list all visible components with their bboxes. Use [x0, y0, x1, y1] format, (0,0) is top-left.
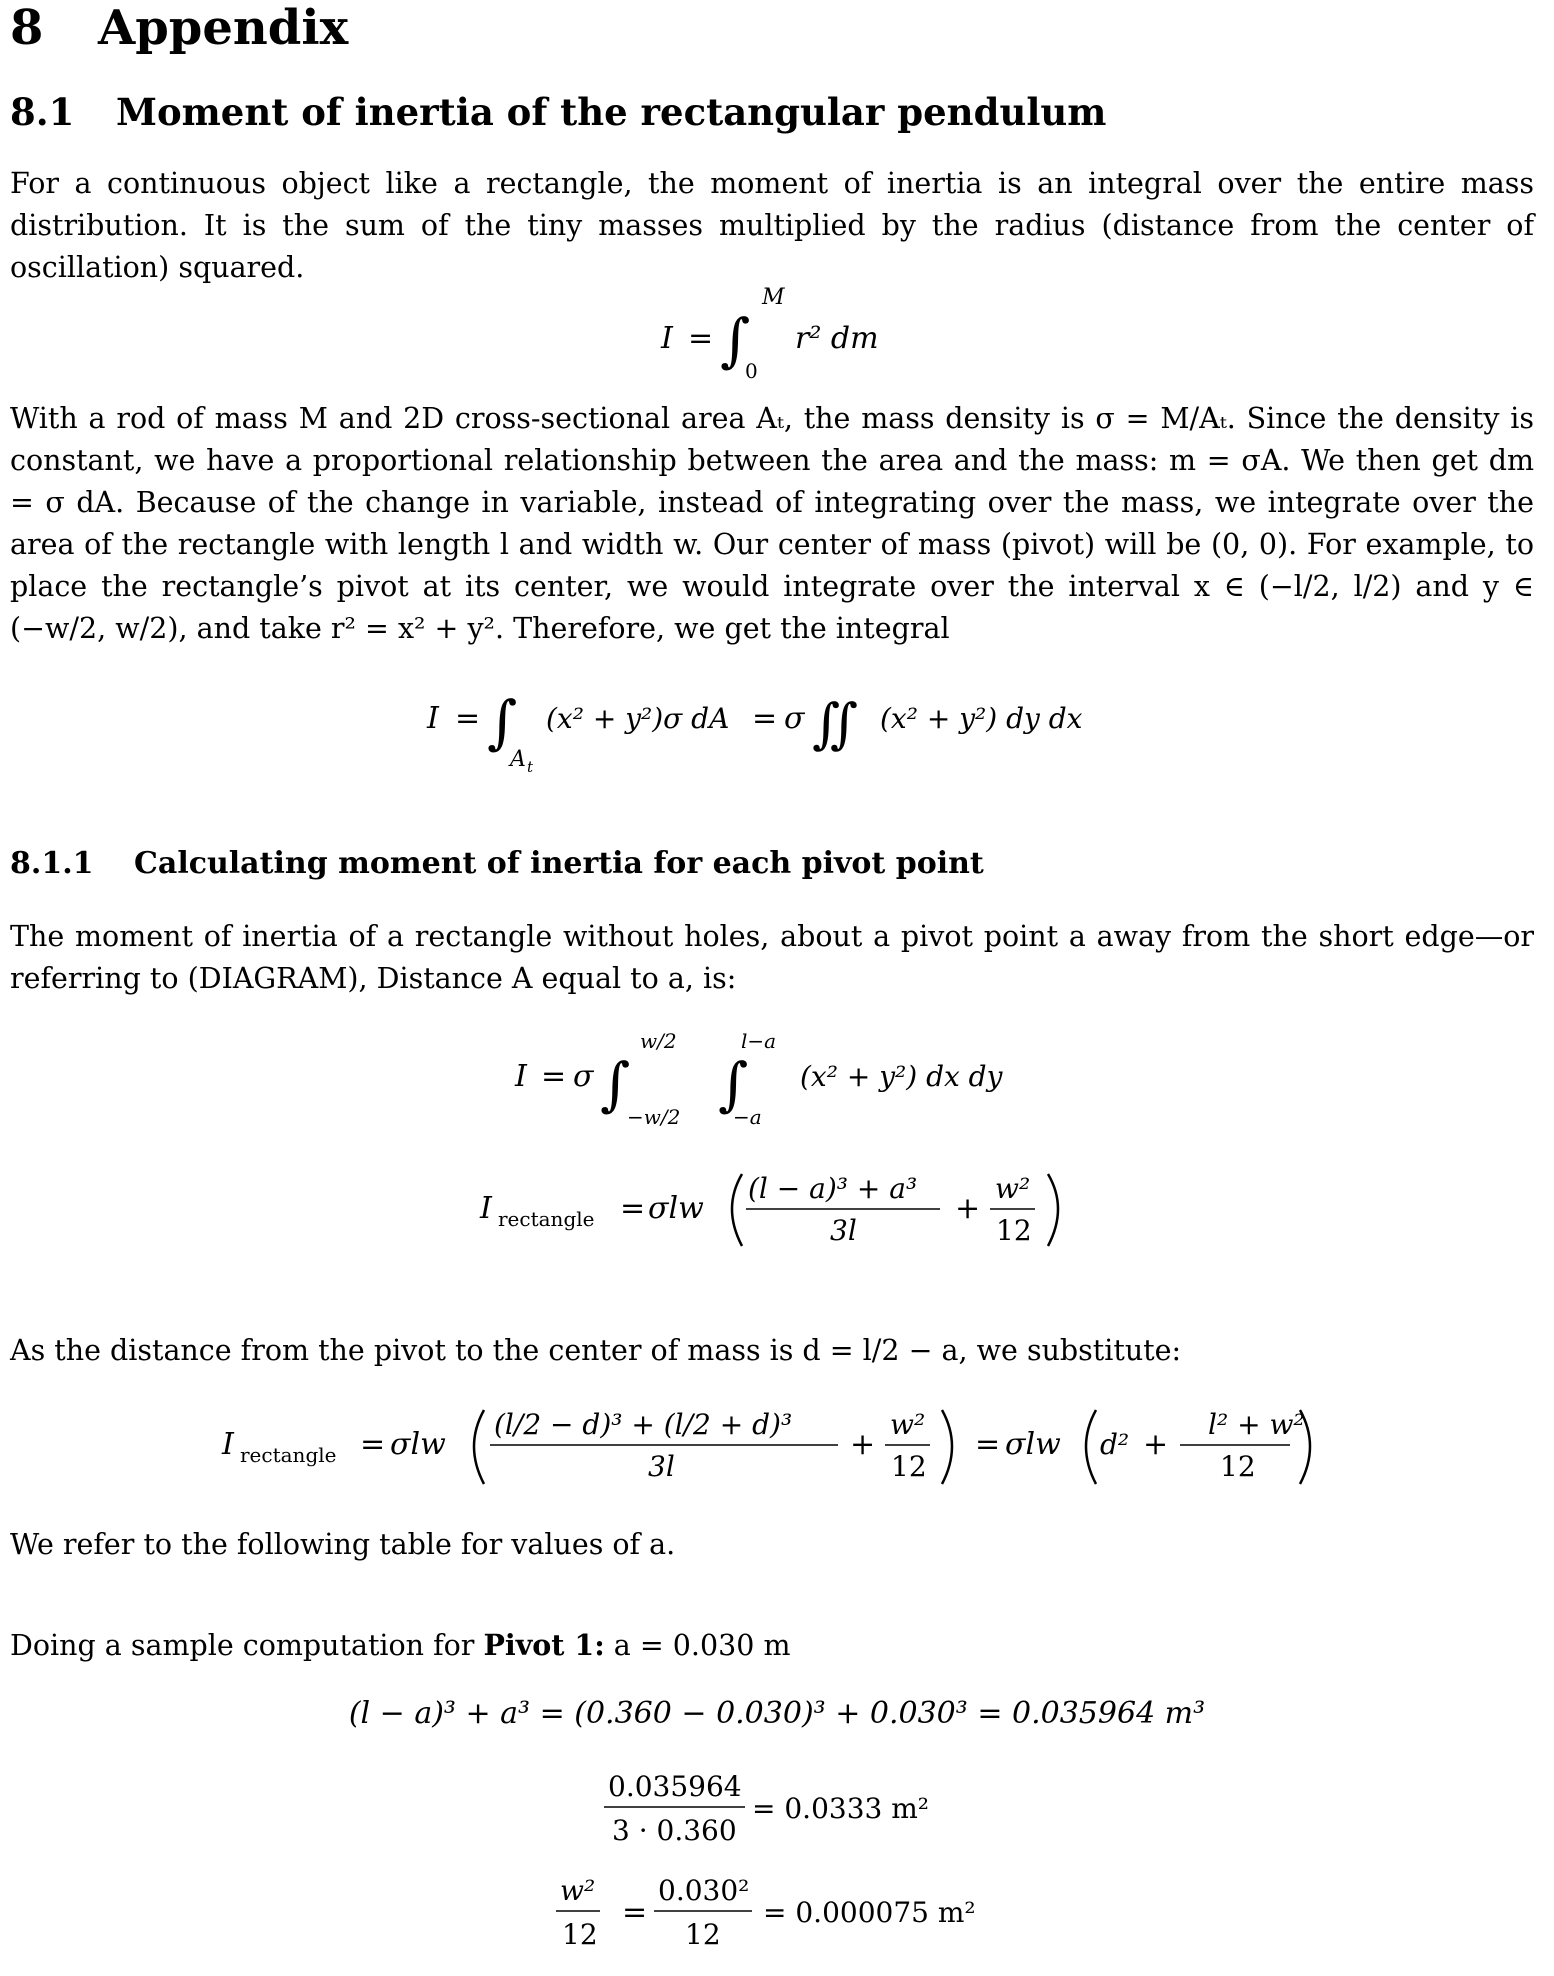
- eq2-integrand: (x² + y²)σ dA: [546, 702, 730, 735]
- eq5-d2: d²: [1100, 1428, 1130, 1461]
- paragraph-intro: [10, 163, 1534, 289]
- eq3-x-upper: l−a: [741, 1029, 777, 1053]
- eq5-equals: =: [360, 1427, 386, 1462]
- sample-pivot-label: Pivot 1:: [483, 1628, 605, 1662]
- eq3-integral-x: ∫: [718, 1050, 749, 1118]
- equation-rectangle-inertia: [0, 1160, 1554, 1260]
- eq4-equals: =: [620, 1191, 646, 1226]
- eq5-I: I: [222, 1427, 234, 1462]
- eq3-x-lower: −a: [733, 1105, 762, 1129]
- eq3-sigma: σ: [573, 1059, 594, 1094]
- eq7-denominator: 3 · 0.360: [612, 1814, 737, 1847]
- eq2-integral-sign: ∫: [487, 688, 518, 756]
- paragraph-density: [10, 398, 1534, 650]
- eq5-slw-2: σlw: [1005, 1427, 1061, 1462]
- section-title: Appendix: [98, 0, 349, 56]
- eq6-text: (l − a)³ + a³ = (0.360 − 0.030)³ + 0.030³ = 0.035964 m³: [348, 1696, 1206, 1731]
- eq5-subscript: rectangle: [240, 1443, 337, 1467]
- eq2-double-integral-sign: ∬: [812, 692, 858, 755]
- paragraph-pivot: [10, 916, 1534, 1000]
- eq2-equals: =: [455, 701, 481, 736]
- eq8-result: = 0.000075 m²: [763, 1896, 976, 1929]
- equation-moment-integral: [0, 278, 1554, 388]
- eq4-subscript: rectangle: [498, 1207, 595, 1231]
- eq3-equals: =: [541, 1059, 567, 1094]
- eq4-left-paren: [732, 1174, 742, 1246]
- eq5-numerator: (l/2 − d)³ + (l/2 + d)³: [494, 1408, 793, 1441]
- eq5-w2: w²: [890, 1408, 926, 1441]
- eq4-denominator: 3l: [830, 1214, 857, 1247]
- section-heading: [10, 0, 348, 56]
- subsubsection-heading: [10, 846, 984, 881]
- eq8-numerator: 0.030²: [658, 1874, 750, 1907]
- paragraph-table-ref: [10, 1524, 1534, 1566]
- eq4-w2: w²: [995, 1172, 1031, 1205]
- eq8-equals: =: [622, 1895, 648, 1930]
- subsection-number: 8.1: [10, 90, 75, 134]
- eq1-I: I: [661, 321, 673, 356]
- paragraph-sample-line: [10, 1624, 1534, 1667]
- eq5-twelve-2: 12: [1220, 1450, 1256, 1483]
- equation-sample-width-term: [0, 1864, 1554, 1964]
- eq5-left-paren-2: [1086, 1410, 1096, 1484]
- eq3-I: I: [515, 1059, 527, 1094]
- eq1-equals: =: [688, 321, 714, 356]
- eq4-right-paren: [1048, 1174, 1058, 1246]
- eq4-I: I: [480, 1191, 492, 1226]
- eq5-twelve: 12: [891, 1450, 927, 1483]
- eq4-numerator: (l − a)³ + a³: [748, 1172, 918, 1205]
- eq2-lower-limit-A: A: [510, 747, 526, 772]
- eq8-w2: w²: [560, 1874, 596, 1907]
- paragraph-substitute: [10, 1330, 1534, 1372]
- eq3-integrand: (x² + y²) dx dy: [800, 1060, 1003, 1093]
- paragraph-substitute-text: As the distance from the pivot to the center of mass is d = l/2 − a, we substitute:: [10, 1334, 1182, 1367]
- eq4-plus: +: [955, 1191, 981, 1226]
- eq3-integral-y: ∫: [600, 1050, 631, 1118]
- equation-rectangle-substituted: [0, 1392, 1554, 1502]
- eq5-denominator: 3l: [648, 1450, 675, 1483]
- eq2-lower-limit-t: t: [527, 758, 534, 776]
- eq4-twelve: 12: [996, 1214, 1032, 1247]
- equation-sample-cube: [0, 1694, 1554, 1734]
- eq7-result: = 0.0333 m²: [752, 1792, 930, 1825]
- equation-area-integral: [0, 680, 1554, 780]
- subsection-heading: [10, 90, 1106, 134]
- sample-prefix: Doing a sample computation for: [10, 1629, 484, 1662]
- eq8-twelve-2: 12: [685, 1918, 721, 1951]
- paragraph-intro-text: For a continuous object like a rectangle, the moment of inertia is an integral over the entire mass distribution. It is the sum of the tiny masses multiplied by the radius (distance from the center of oscillation) squared.: [10, 167, 1534, 284]
- eq1-upper-limit: M: [762, 285, 785, 310]
- eq2-equals-2: =: [752, 701, 778, 736]
- sample-suffix: a = 0.030 m: [604, 1629, 791, 1662]
- eq3-y-lower: −w/2: [627, 1105, 681, 1129]
- subsubsection-number: 8.1.1: [10, 846, 94, 881]
- paragraph-pivot-text: The moment of inertia of a rectangle without holes, about a pivot point a away from the short edge—or referring to (DIAGRAM), Distance A equal to a, is:: [10, 920, 1534, 995]
- eq3-y-upper: w/2: [640, 1029, 677, 1053]
- eq1-lower-limit: 0: [745, 359, 758, 383]
- eq8-twelve: 12: [562, 1918, 598, 1951]
- eq5-plus: +: [850, 1427, 876, 1462]
- equation-sample-division: [0, 1762, 1554, 1852]
- eq5-equals-2: =: [975, 1427, 1001, 1462]
- eq1-integral-sign: ∫: [720, 306, 751, 374]
- paragraph-density-text: With a rod of mass M and 2D cross-sectional area Aₜ, the mass density is σ = M/Aₜ. Since the density is constant, we have a proportional relationship between the area and the mass: m = σA. We then get dm = σ dA. Because of the change in variable, instead of integrating over the mass, we integrate over the area of the rectangle with length l and width w. Our center of mass (pivot) will be (0, 0). For example, to place the rectangle’s pivot at its center, we would integrate over the interval x ∈ (−l/2, l/2) and y ∈ (−w/2, w/2), and take r² = x² + y². Therefore, we get the integral: [10, 402, 1534, 645]
- paragraph-table-ref-text: We refer to the following table for values of a.: [10, 1528, 676, 1561]
- equation-double-integral: [0, 1026, 1554, 1136]
- eq2-sigma: σ: [784, 701, 805, 736]
- subsection-title: Moment of inertia of the rectangular pendulum: [116, 90, 1107, 134]
- eq7-numerator: 0.035964: [608, 1770, 742, 1803]
- eq1-integrand: r² dm: [795, 321, 879, 356]
- eq2-I: I: [427, 701, 439, 736]
- eq5-plus-2: +: [1143, 1427, 1169, 1462]
- eq4-slw: σlw: [648, 1191, 704, 1226]
- eq2-integrand-2: (x² + y²) dy dx: [880, 702, 1083, 735]
- paragraph-sample: [10, 1624, 1534, 1667]
- subsubsection-title: Calculating moment of inertia for each pivot point: [134, 846, 984, 881]
- eq5-slw: σlw: [390, 1427, 446, 1462]
- eq5-right-paren: [942, 1410, 952, 1484]
- eq5-l2w2: l² + w²: [1208, 1408, 1305, 1441]
- eq5-left-paren: [474, 1410, 484, 1484]
- section-number: 8: [10, 0, 44, 56]
